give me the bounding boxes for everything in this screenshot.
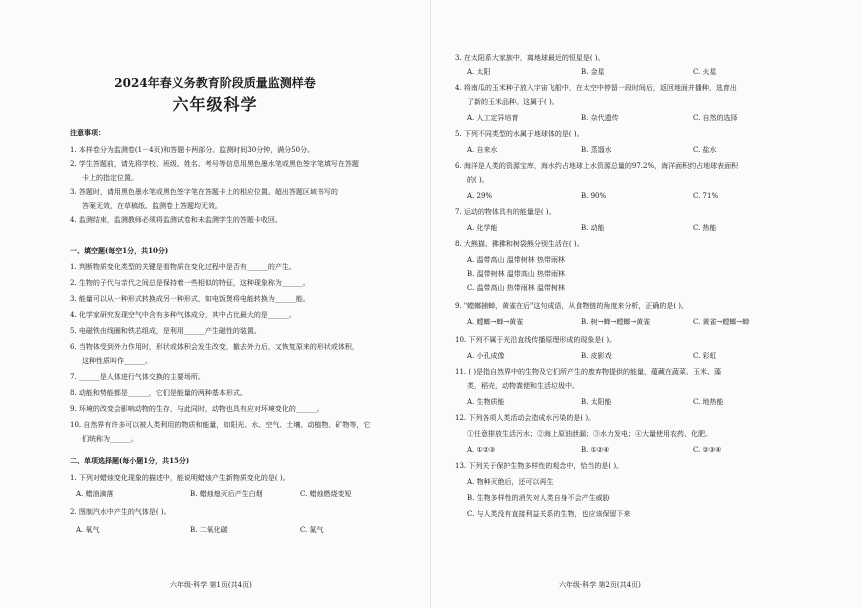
choice-option: C. 温带高山 热带雨林 温带树林: [467, 284, 566, 292]
choice-option: C. 盐水: [693, 146, 717, 154]
choice-option: C. 热能: [693, 224, 717, 232]
choice-question: 10. 下列不属于光沿直线传播原理形成的现象是( )。: [455, 336, 617, 344]
choice-option: A. 螳螂→蝉→黄雀: [467, 318, 524, 326]
fill-question: 9. 环境的改变会影响动物的生存，与此同时，动物也具有应对环境变化的______。: [70, 405, 324, 413]
choice-option: B. 树→蝉→螳螂→黄雀: [581, 318, 651, 326]
choice-option: B. 温带树林 温带高山 热带雨林: [467, 270, 566, 278]
page-footer: 六年级·科学 第2页(共4页): [559, 581, 641, 589]
choice-option: C. 氮气: [300, 526, 324, 534]
choice-question: 13. 下列关于保护生物多样性的观念中，恰当的是( )。: [455, 462, 624, 470]
fill-question: 2. 生物的子代与亲代之间总是保持着一些相似的特征，这种现象称为______。: [70, 279, 310, 287]
choice-option: A. 29%: [467, 192, 493, 200]
fill-question: 10. 自然界有许多可以被人类利用的物质和能量，如阳光、水、空气、土壤、动植物、矿物等，它: [70, 421, 371, 429]
choice-question: 7. 运动的物体具有的能量是( )。: [455, 208, 556, 216]
choice-option: C. 蜡烛燃烧变短: [300, 490, 352, 498]
section-choice-title: 二、单项选择题(每小题1分，共15分): [70, 456, 190, 465]
choice-option: C. 火星: [693, 68, 717, 76]
choice-option: A. 氧气: [76, 526, 100, 534]
choice-option: B. 蜡烛熄灭后产生白烟: [190, 490, 263, 498]
notice-line: 3. 答题时，请用黑色墨水笔或黑色签字笔在答题卡上的相应位置。超出答题区域书写的: [70, 188, 338, 196]
page-footer: 六年级·科学 第1页(共4页): [170, 581, 252, 589]
notice-line: 答案无效，在草稿纸、监测卷上答题均无效。: [82, 202, 222, 210]
exam-page-1: [0, 0, 430, 608]
choice-option: C. 地热能: [693, 398, 724, 406]
choice-question: 2. 图制汽水中产生的气体是( )。: [70, 508, 171, 516]
choice-option: C. 与人类没有直接利益关系的生物，也应该保留下来: [467, 510, 631, 518]
choice-option: A. 太阳: [467, 68, 491, 76]
choice-option: A. 生物质能: [467, 398, 505, 406]
choice-question: 9. "螳螂捕蝉，黄雀在后"这句成语，从食物链的角度来分析，正确的是( )。: [455, 302, 689, 310]
choice-option: B. 生物多样性的消失对人类自身不会产生威胁: [467, 494, 610, 502]
section-fill-title: 一、填空题(每空1分，共10分): [70, 246, 169, 255]
notice-line: 卡上的指定位置。: [82, 174, 138, 182]
choice-option: A. 温带高山 温带树林 热带雨林: [467, 256, 565, 264]
choice-option: A. 小孔成像: [467, 352, 505, 360]
choice-question: 类，稻壳，动物粪便和生活垃圾中。: [467, 382, 579, 390]
exam-title: 2024年春义务教育阶段质量监测样卷: [114, 76, 316, 90]
choice-option: A. 蜡油滴落: [76, 490, 114, 498]
notice-line: 1. 本样卷分为监测卷(1－4页)和答题卡两部分。监测时间30分钟，满分50分。: [70, 146, 315, 154]
choice-option: A. 人工定异培育: [467, 114, 519, 122]
choice-option: B. ①②④: [581, 446, 610, 454]
choice-option: A. 化学能: [467, 224, 498, 232]
choice-option: B. 金星: [581, 68, 605, 76]
fill-question: 1. 判断物质变化类型的关键是看物质在变化过程中是否有______的产生。: [70, 263, 296, 271]
fill-question: 3. 能量可以从一种形式转换成另一种形式，如电饭煲将电能转换为______能。: [70, 295, 310, 303]
choice-option: B. 蒸馏水: [581, 146, 612, 154]
choice-option: B. 90%: [581, 192, 607, 200]
fill-question: 这种性质叫作______。: [82, 357, 152, 365]
choice-option: C. 黄雀→螳螂→蝉: [693, 318, 750, 326]
choice-question: 4. 将南瓜的玉米种子放入宇宙飞船中，在太空中停留一段时间后，返回地面并播种，选育出: [455, 84, 737, 92]
choice-question: 3. 在太阳系大家族中，离地球最近的恒星是( )。: [455, 54, 605, 62]
choice-option: B. 太阳能: [581, 398, 612, 406]
choice-option: A. 自来水: [467, 146, 498, 154]
choice-question: 了新的玉米品种。这属于( )。: [467, 98, 559, 106]
notice-title: 注意事项：: [70, 128, 105, 137]
choice-option: C. 71%: [693, 192, 719, 200]
choice-option: C. ②③④: [693, 446, 722, 454]
choice-question: 的( )。: [467, 176, 489, 184]
fill-question: 5. 电磁铁由线圈和铁芯组成，是利用______产生磁性的装置。: [70, 327, 261, 335]
fill-question: 6. 当物体受到外力作用时，形状或体积会发生改变，撤去外力后，又恢复原来的形状或体积，: [70, 343, 359, 351]
fill-question: 们统称为______。: [82, 435, 138, 443]
choice-question: 5. 下列不同类型的水属于地球体的是( )。: [455, 130, 584, 138]
subject-title: 六年级科学: [172, 95, 258, 114]
choice-option: A. ①②③: [467, 446, 496, 454]
choice-question: 12. 下列各项人类活动会造成水污染的是( )。: [455, 414, 596, 422]
notice-line: 2. 学生答题前，请先将学校、班级、姓名、考号等信息用黑色墨水笔或黑色签字笔填写在答题: [70, 160, 359, 168]
choice-option: B. 皮影戏: [581, 352, 612, 360]
choice-option: B. 二氧化碳: [190, 526, 228, 534]
choice-option: C. 自然的选择: [693, 114, 738, 122]
exam-page-2: [431, 0, 861, 608]
choice-question: 1. 下列对蜡烛变化现象的描述中，能说明蜡烛产生新物质变化的是( )。: [70, 474, 290, 482]
choice-question: 11. ( )是指自然界中的生物及它们所产生的废弃物提供的能量，蕴藏在蔬菜、玉米、藻: [455, 368, 722, 376]
choice-question: 6. 海洋是人类的资源宝库，海水约占地球上水资源总量的97.2%，海洋面积约占地球表面积: [455, 162, 739, 170]
choice-question: 8. 大熊猫、狒狒和树袋熊分别生活在( )。: [455, 240, 584, 248]
choice-option: B. 动能: [581, 224, 605, 232]
fill-question: 4. 化学家研究发现空气中含有多种气体成分，其中占比最大的是______。: [70, 311, 296, 319]
choice-option: B. 杂代遗传: [581, 114, 619, 122]
notice-line: 4. 监测结束，监测教师必须将监测试卷和未监测学生的答题卡收回。: [70, 216, 282, 224]
choice-option: A. 物种灭绝后，还可以再生: [467, 478, 554, 486]
choice-statement: ①任意排放生活污水；②海上原油泄漏；③水力发电；④大量使用农药、化肥。: [467, 430, 712, 438]
fill-question: 8. 动能和势能都是______，它们是能量的两种基本形式。: [70, 389, 247, 397]
fill-question: 7. ______是人体进行气体交换的主要场所。: [70, 373, 205, 381]
choice-option: C. 彩虹: [693, 352, 717, 360]
